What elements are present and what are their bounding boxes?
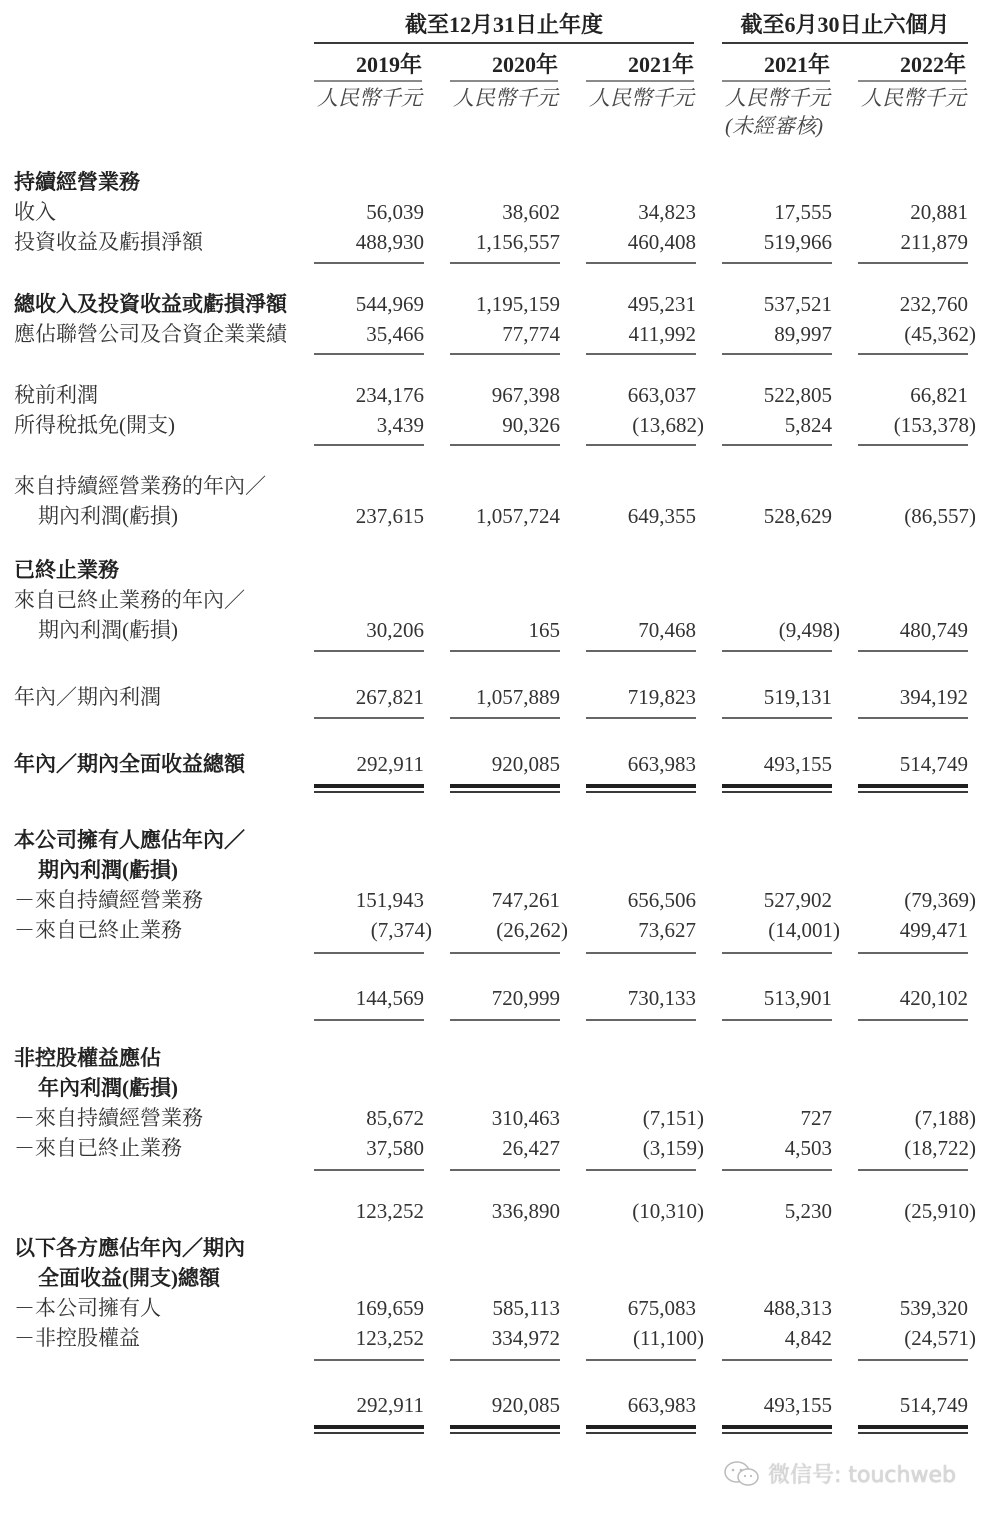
unaudited-note: (未經審核) bbox=[725, 114, 823, 138]
subtotal-rule bbox=[858, 1169, 968, 1171]
cell-value: (45,362) bbox=[904, 322, 976, 346]
column-header-2021: 2021年 bbox=[627, 52, 694, 77]
watermark bbox=[722, 1458, 956, 1489]
cell-value: 495,231 bbox=[627, 292, 696, 316]
wechat-icon bbox=[722, 1460, 762, 1488]
subtotal-rule bbox=[450, 952, 560, 954]
total-double-rule bbox=[586, 791, 696, 793]
subtotal-rule bbox=[586, 952, 696, 954]
row-label: 非控股權益應佔 bbox=[14, 1046, 161, 1070]
cell-value: 663,037 bbox=[627, 383, 696, 407]
cell-value: (11,100) bbox=[633, 1326, 704, 1350]
cell-value: 488,930 bbox=[355, 230, 424, 254]
cell-value: (26,262) bbox=[496, 918, 568, 942]
cell-value: 336,890 bbox=[491, 1199, 560, 1223]
total-double-rule bbox=[722, 784, 832, 788]
group-rule-annual bbox=[314, 42, 694, 44]
subtotal-rule bbox=[586, 262, 696, 264]
cell-value: (7,188) bbox=[914, 1106, 976, 1130]
row-label: 所得稅抵免(開支) bbox=[14, 413, 175, 437]
row-label: －來自持續經營業務 bbox=[14, 888, 203, 912]
cell-value: 411,992 bbox=[628, 322, 696, 346]
cell-value: 460,408 bbox=[627, 230, 696, 254]
unit-label: 人民幣千元 bbox=[453, 86, 558, 110]
cell-value: 720,999 bbox=[491, 986, 560, 1010]
row-label: －非控股權益 bbox=[14, 1326, 140, 1350]
cell-value: 420,102 bbox=[899, 986, 968, 1010]
subtotal-rule bbox=[450, 1019, 560, 1021]
subtotal-rule bbox=[722, 353, 832, 355]
total-double-rule bbox=[314, 1432, 424, 1434]
cell-value: 73,627 bbox=[638, 918, 696, 942]
unit-label: 人民幣千元 bbox=[589, 86, 694, 110]
year-rule bbox=[586, 80, 694, 82]
row-label: 年內／期內利潤 bbox=[14, 685, 161, 709]
cell-value: 90,326 bbox=[502, 413, 560, 437]
subtotal-rule bbox=[586, 650, 696, 652]
row-label: －來自持續經營業務 bbox=[14, 1106, 203, 1130]
cell-value: 537,521 bbox=[763, 292, 832, 316]
cell-value: 519,131 bbox=[763, 685, 832, 709]
column-header-2019: 2019年 bbox=[355, 52, 422, 77]
cell-value: 747,261 bbox=[491, 888, 560, 912]
cell-value: 35,466 bbox=[366, 322, 424, 346]
unit-label: 人民幣千元 bbox=[317, 86, 422, 110]
row-label: －來自已終止業務 bbox=[14, 1136, 182, 1160]
row-label: 來自已終止業務的年內／ bbox=[14, 588, 245, 612]
row-label: 全面收益(開支)總額 bbox=[38, 1266, 220, 1290]
cell-value: 17,555 bbox=[774, 200, 832, 224]
column-header-2020: 2020年 bbox=[491, 52, 558, 77]
cell-value: 211,879 bbox=[900, 230, 968, 254]
cell-value: 730,133 bbox=[627, 986, 696, 1010]
total-double-rule bbox=[314, 1425, 424, 1429]
cell-value: 544,969 bbox=[355, 292, 424, 316]
cell-value: (9,498) bbox=[778, 618, 840, 642]
cell-value: 20,881 bbox=[910, 200, 968, 224]
subtotal-rule bbox=[314, 650, 424, 652]
cell-value: 493,155 bbox=[763, 752, 832, 776]
cell-value: 1,156,557 bbox=[476, 230, 560, 254]
subtotal-rule bbox=[722, 1169, 832, 1171]
total-double-rule bbox=[858, 784, 968, 788]
cell-value: 522,805 bbox=[763, 383, 832, 407]
cell-value: (25,910) bbox=[904, 1199, 976, 1223]
subtotal-rule bbox=[450, 353, 560, 355]
cell-value: 37,580 bbox=[366, 1136, 424, 1160]
subtotal-rule bbox=[722, 952, 832, 954]
group-header-annual: 截至12月31日止年度 bbox=[404, 12, 603, 37]
row-label: 年內／期內全面收益總額 bbox=[14, 752, 245, 776]
subtotal-rule bbox=[314, 353, 424, 355]
cell-value: 675,083 bbox=[627, 1296, 696, 1320]
row-label: 期內利潤(虧損) bbox=[38, 858, 178, 882]
subtotal-rule bbox=[314, 1169, 424, 1171]
subtotal-rule bbox=[858, 1019, 968, 1021]
cell-value: 585,113 bbox=[492, 1296, 560, 1320]
cell-value: 663,983 bbox=[627, 752, 696, 776]
subtotal-rule bbox=[314, 262, 424, 264]
subtotal-rule bbox=[314, 444, 424, 446]
subtotal-rule bbox=[586, 444, 696, 446]
subtotal-rule bbox=[722, 444, 832, 446]
subtotal-rule bbox=[586, 1019, 696, 1021]
total-double-rule bbox=[314, 784, 424, 788]
cell-value: 663,983 bbox=[627, 1393, 696, 1417]
subtotal-rule bbox=[314, 952, 424, 954]
cell-value: 649,355 bbox=[627, 504, 696, 528]
subtotal-rule bbox=[450, 650, 560, 652]
row-label: 持續經營業務 bbox=[14, 170, 140, 194]
cell-value: 5,824 bbox=[784, 413, 832, 437]
total-double-rule bbox=[722, 791, 832, 793]
subtotal-rule bbox=[450, 1359, 560, 1361]
cell-value: 480,749 bbox=[899, 618, 968, 642]
cell-value: (10,310) bbox=[632, 1199, 704, 1223]
subtotal-rule bbox=[858, 952, 968, 954]
subtotal-rule bbox=[450, 444, 560, 446]
subtotal-rule bbox=[314, 1019, 424, 1021]
subtotal-rule bbox=[722, 262, 832, 264]
cell-value: 123,252 bbox=[355, 1326, 424, 1350]
cell-value: 292,911 bbox=[356, 752, 424, 776]
cell-value: (24,571) bbox=[904, 1326, 976, 1350]
cell-value: 38,602 bbox=[502, 200, 560, 224]
subtotal-rule bbox=[858, 1359, 968, 1361]
row-label: 投資收益及虧損淨額 bbox=[14, 230, 203, 254]
subtotal-rule bbox=[858, 650, 968, 652]
cell-value: 169,659 bbox=[355, 1296, 424, 1320]
cell-value: 70,468 bbox=[638, 618, 696, 642]
row-label: 稅前利潤 bbox=[14, 383, 98, 407]
cell-value: 5,230 bbox=[784, 1199, 832, 1223]
cell-value: 26,427 bbox=[502, 1136, 560, 1160]
total-double-rule bbox=[450, 791, 560, 793]
row-label: 年內利潤(虧損) bbox=[38, 1076, 178, 1100]
row-label: 本公司擁有人應佔年內／ bbox=[14, 828, 245, 852]
row-label: 期內利潤(虧損) bbox=[38, 504, 178, 528]
cell-value: 719,823 bbox=[627, 685, 696, 709]
cell-value: 292,911 bbox=[356, 1393, 424, 1417]
cell-value: (14,001) bbox=[768, 918, 840, 942]
total-double-rule bbox=[450, 1425, 560, 1429]
cell-value: 527,902 bbox=[763, 888, 832, 912]
row-label: 收入 bbox=[14, 200, 56, 224]
total-double-rule bbox=[586, 784, 696, 788]
year-rule bbox=[722, 80, 830, 82]
subtotal-rule bbox=[586, 1359, 696, 1361]
cell-value: 514,749 bbox=[899, 1393, 968, 1417]
cell-value: 920,085 bbox=[491, 1393, 560, 1417]
row-label: 應佔聯營公司及合資企業業績 bbox=[14, 322, 287, 346]
subtotal-rule bbox=[450, 1169, 560, 1171]
cell-value: 30,206 bbox=[366, 618, 424, 642]
cell-value: 519,966 bbox=[763, 230, 832, 254]
cell-value: (13,682) bbox=[632, 413, 704, 437]
subtotal-rule bbox=[858, 353, 968, 355]
total-double-rule bbox=[858, 791, 968, 793]
cell-value: 232,760 bbox=[899, 292, 968, 316]
cell-value: 77,774 bbox=[502, 322, 560, 346]
cell-value: 144,569 bbox=[355, 986, 424, 1010]
cell-value: 499,471 bbox=[899, 918, 968, 942]
subtotal-rule bbox=[314, 717, 424, 719]
cell-value: 151,943 bbox=[355, 888, 424, 912]
subtotal-rule bbox=[586, 353, 696, 355]
subtotal-rule bbox=[586, 1169, 696, 1171]
cell-value: 237,615 bbox=[355, 504, 424, 528]
cell-value: 539,320 bbox=[899, 1296, 968, 1320]
cell-value: 123,252 bbox=[355, 1199, 424, 1223]
row-label: 期內利潤(虧損) bbox=[38, 618, 178, 642]
cell-value: 920,085 bbox=[491, 752, 560, 776]
total-double-rule bbox=[450, 1432, 560, 1434]
cell-value: 89,997 bbox=[774, 322, 832, 346]
cell-value: (7,151) bbox=[642, 1106, 704, 1130]
cell-value: 1,057,724 bbox=[476, 504, 560, 528]
cell-value: 85,672 bbox=[366, 1106, 424, 1130]
cell-value: 310,463 bbox=[491, 1106, 560, 1130]
total-double-rule bbox=[858, 1432, 968, 1434]
cell-value: 514,749 bbox=[899, 752, 968, 776]
row-label: －來自已終止業務 bbox=[14, 918, 182, 942]
subtotal-rule bbox=[722, 1019, 832, 1021]
subtotal-rule bbox=[314, 1359, 424, 1361]
subtotal-rule bbox=[722, 650, 832, 652]
cell-value: (153,378) bbox=[893, 413, 976, 437]
cell-value: (3,159) bbox=[642, 1136, 704, 1160]
total-double-rule bbox=[858, 1425, 968, 1429]
cell-value: (79,369) bbox=[904, 888, 976, 912]
year-rule bbox=[314, 80, 422, 82]
total-double-rule bbox=[314, 791, 424, 793]
cell-value: 234,176 bbox=[355, 383, 424, 407]
total-double-rule bbox=[450, 784, 560, 788]
cell-value: (7,374) bbox=[370, 918, 432, 942]
cell-value: 334,972 bbox=[491, 1326, 560, 1350]
column-header-2022-h1: 2022年 bbox=[899, 52, 966, 77]
column-header-2021-h1: 2021年 bbox=[763, 52, 830, 77]
row-label: 總收入及投資收益或虧損淨額 bbox=[14, 292, 287, 316]
group-header-six-months: 截至6月30日止六個月 bbox=[740, 12, 950, 37]
row-label: －本公司擁有人 bbox=[14, 1296, 161, 1320]
cell-value: 528,629 bbox=[763, 504, 832, 528]
year-rule bbox=[450, 80, 558, 82]
cell-value: 4,503 bbox=[784, 1136, 832, 1160]
subtotal-rule bbox=[450, 262, 560, 264]
cell-value: 34,823 bbox=[638, 200, 696, 224]
unit-label: 人民幣千元 bbox=[725, 86, 830, 110]
cell-value: 493,155 bbox=[763, 1393, 832, 1417]
subtotal-rule bbox=[722, 1359, 832, 1361]
cell-value: 165 bbox=[528, 618, 560, 642]
cell-value: 656,506 bbox=[627, 888, 696, 912]
year-rule bbox=[858, 80, 966, 82]
subtotal-rule bbox=[858, 262, 968, 264]
cell-value: 394,192 bbox=[899, 685, 968, 709]
total-double-rule bbox=[722, 1432, 832, 1434]
subtotal-rule bbox=[858, 717, 968, 719]
total-double-rule bbox=[586, 1425, 696, 1429]
cell-value: (18,722) bbox=[904, 1136, 976, 1160]
cell-value: 1,195,159 bbox=[476, 292, 560, 316]
cell-value: (86,557) bbox=[904, 504, 976, 528]
cell-value: 66,821 bbox=[910, 383, 968, 407]
cell-value: 56,039 bbox=[366, 200, 424, 224]
group-rule-six-months bbox=[722, 42, 968, 44]
total-double-rule bbox=[722, 1425, 832, 1429]
cell-value: 1,057,889 bbox=[476, 685, 560, 709]
cell-value: 513,901 bbox=[763, 986, 832, 1010]
subtotal-rule bbox=[450, 717, 560, 719]
subtotal-rule bbox=[586, 717, 696, 719]
unit-label: 人民幣千元 bbox=[861, 86, 966, 110]
cell-value: 4,842 bbox=[784, 1326, 832, 1350]
cell-value: 267,821 bbox=[355, 685, 424, 709]
cell-value: 3,439 bbox=[376, 413, 424, 437]
total-double-rule bbox=[586, 1432, 696, 1434]
row-label: 以下各方應佔年內／期內 bbox=[14, 1236, 245, 1260]
subtotal-rule bbox=[722, 717, 832, 719]
cell-value: 488,313 bbox=[763, 1296, 832, 1320]
cell-value: 967,398 bbox=[491, 383, 560, 407]
row-label: 已終止業務 bbox=[14, 558, 119, 582]
subtotal-rule bbox=[858, 444, 968, 446]
watermark-text: 微信号: touchweb bbox=[768, 1463, 956, 1488]
row-label: 來自持續經營業務的年內／ bbox=[14, 474, 266, 498]
cell-value: 727 bbox=[800, 1106, 832, 1130]
